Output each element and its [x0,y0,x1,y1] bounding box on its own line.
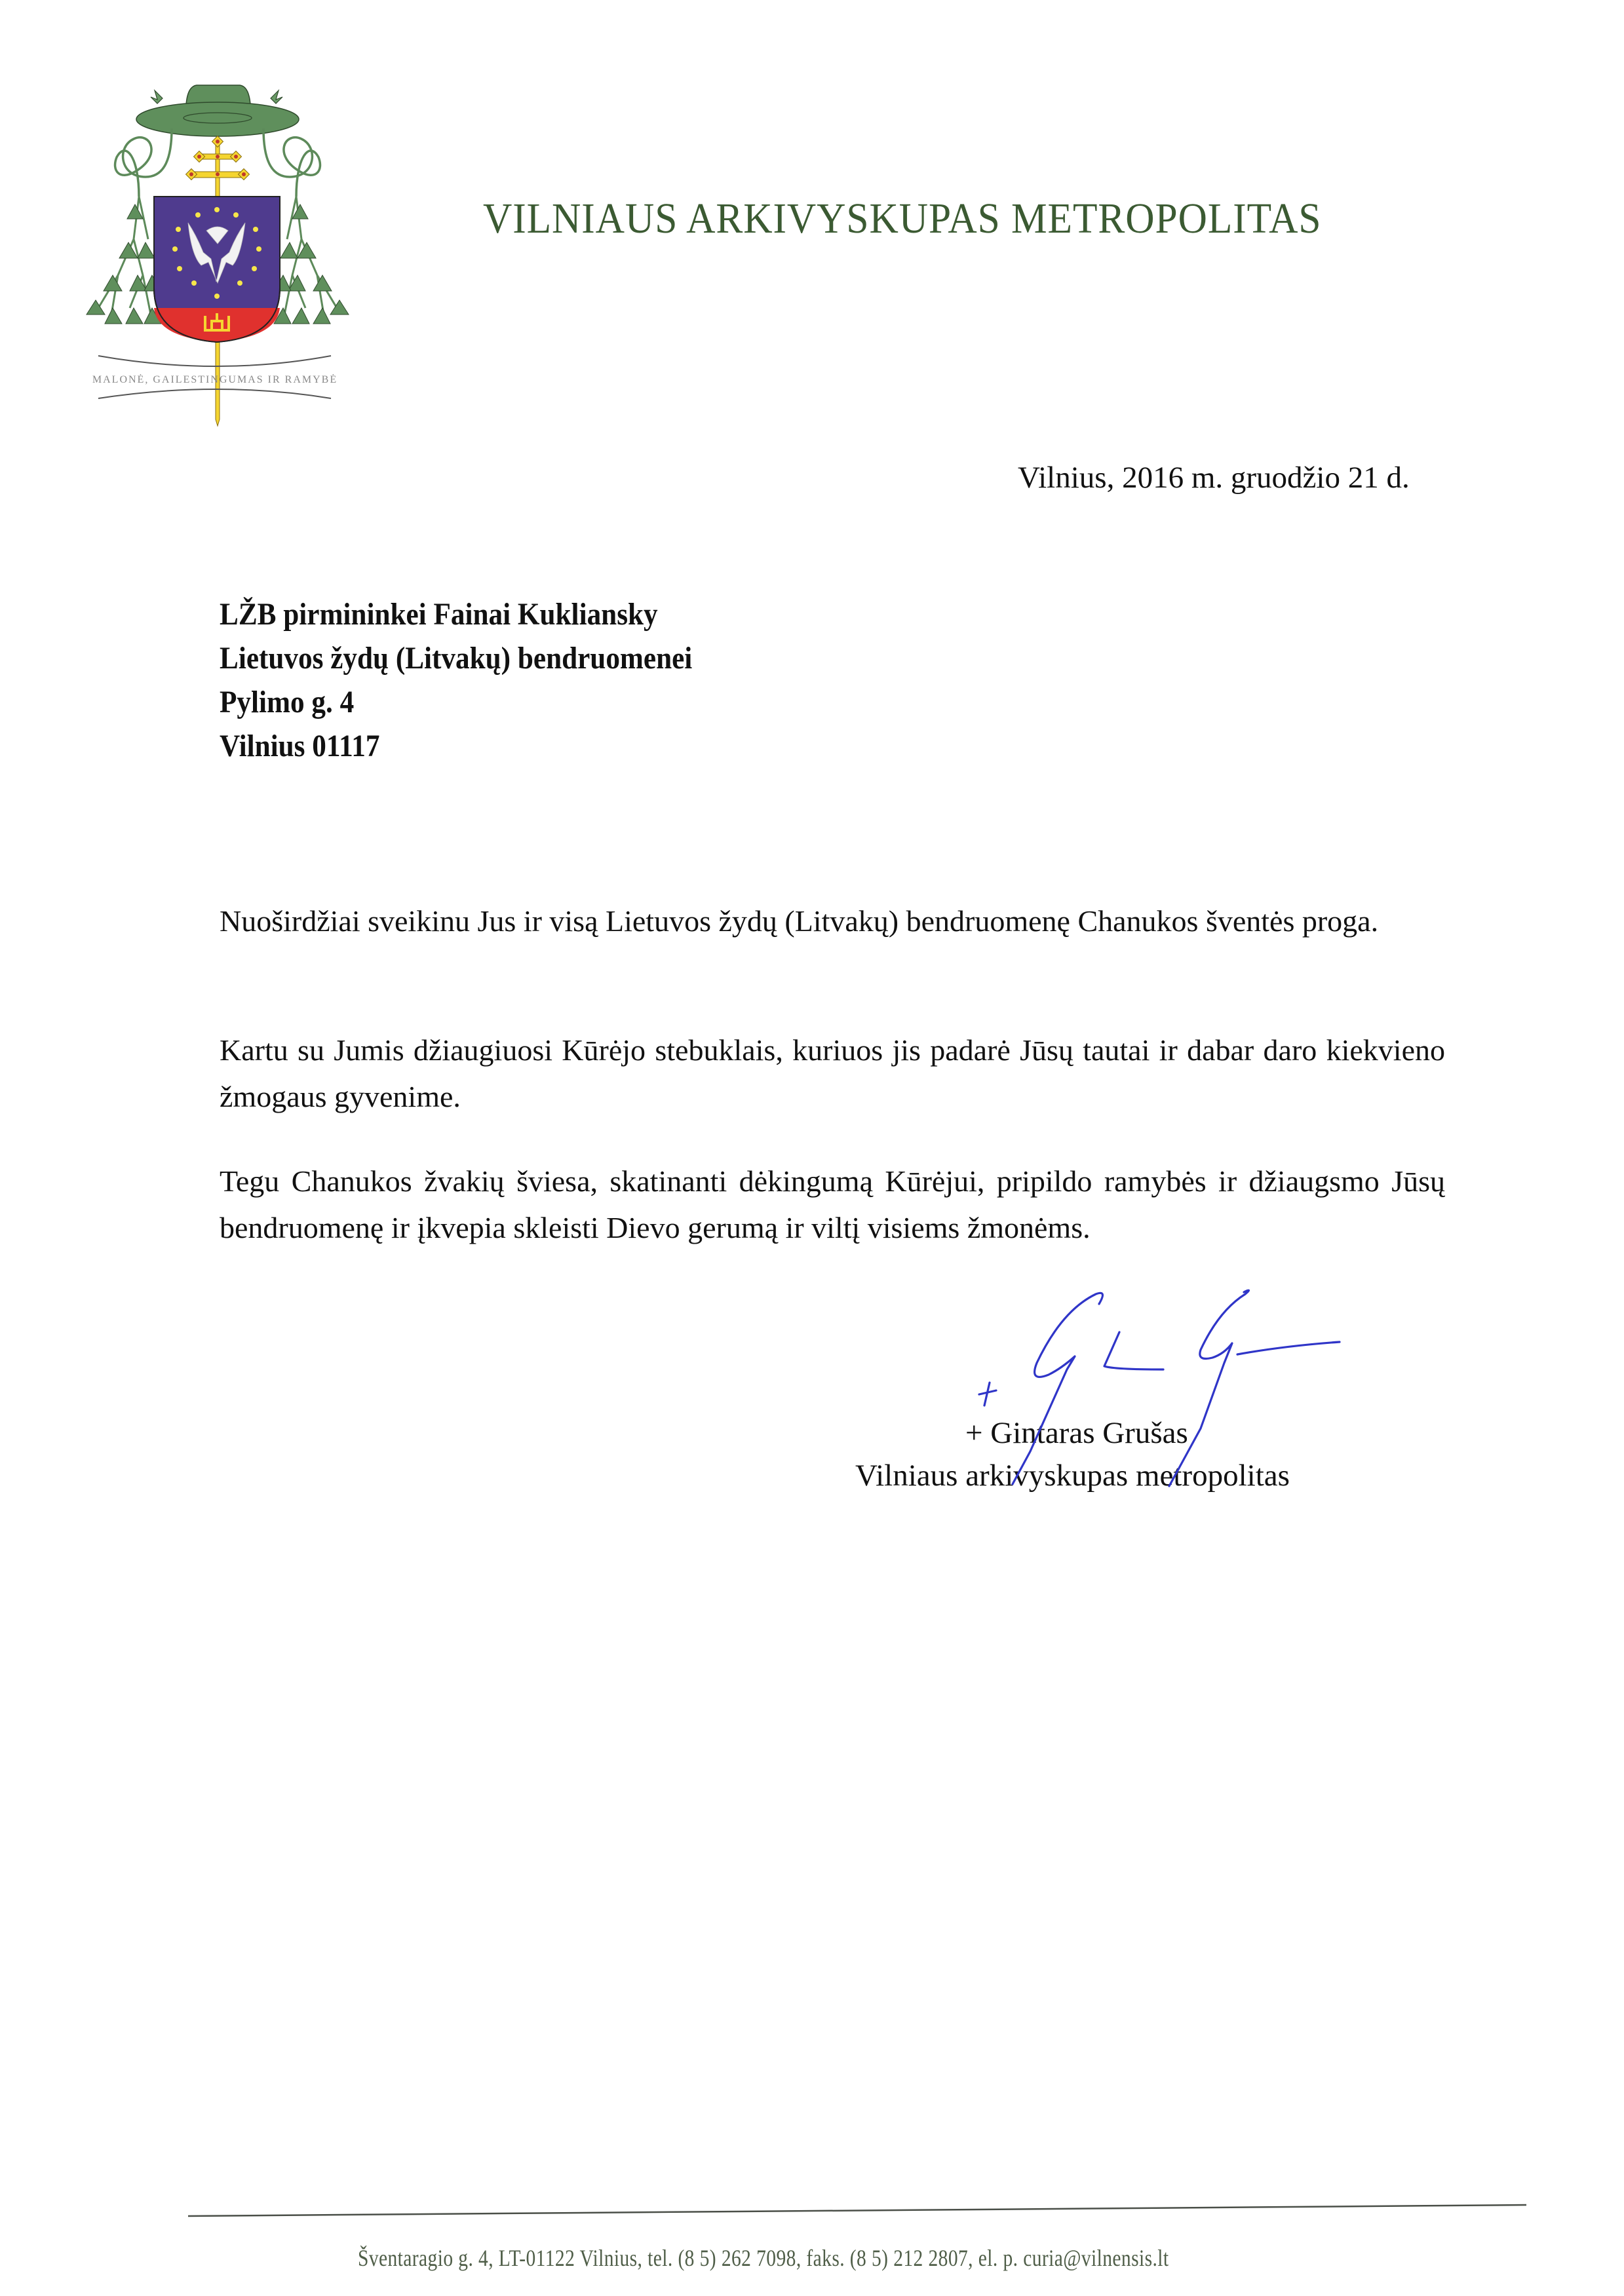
tassels-left-icon [87,197,161,324]
signature-flourish-stroke [1237,1342,1340,1354]
body-paragraph: Kartu su Jumis džiaugiuosi Kūrėjo stebuklais, kuriuos jis padarė Jūsų tautai ir dabar daro kiekvieno žmogaus gyvenime. [220,1033,1445,1113]
signature-first-g-stroke [1013,1293,1102,1484]
galero-hat-icon [136,85,299,136]
motto-text: MALONĖ, GAILESTINGUMAS IR RAMYBĖ [92,374,338,385]
body-paragraph: Tegu Chanukos žvakių šviesa, skatinanti dėkingumą Kūrėjui, pripildo ramybės ir džiaugsmo Jūsų bendruomenę ir įkvepia skleisti Dievo gerumą ir viltį visiems žmonėms. [220,1164,1445,1244]
recipient-line: Vilnius 01117 [220,729,380,763]
letterhead-title: VILNIAUS ARKIVYSKUPAS METROPOLITAS [483,195,1322,242]
footer-contact-info: Šventaragio g. 4, LT-01122 Vilnius, tel. (8 5) 262 7098, faks. (8 5) 212 2807, el. p. curia@vilnensis.lt [358,2245,1169,2271]
handwritten-signature-icon [957,1278,1376,1494]
signer-name: + Gintaras Grušas [965,1416,1188,1450]
signer-title: Vilniaus arkivyskupas metropolitas [855,1459,1290,1493]
signature-second-g-stroke [1169,1290,1249,1486]
recipient-address [220,592,692,768]
tassels-right-icon [274,197,349,324]
signature-cross-stroke [979,1383,996,1406]
signature-l-stroke [1104,1332,1163,1369]
recipient-line: Pylimo g. 4 [220,685,355,719]
recipient-line: LŽB pirmininkei Fainai Kukliansky [220,597,658,632]
body-paragraph: Nuoširdžiai sveikinu Jus ir visą Lietuvos žydų (Litvakų) bendruomenę Chanukos šventės proga. [220,904,1379,938]
recipient-line: Lietuvos žydų (Litvakų) bendruomenei [220,641,693,676]
shield-icon [154,197,280,342]
footer-divider [188,2203,1526,2217]
coat-of-arms-icon [62,72,377,439]
motto-scroll [92,356,338,398]
letter-date: Vilnius, 2016 m. gruodžio 21 d. [1018,461,1410,495]
